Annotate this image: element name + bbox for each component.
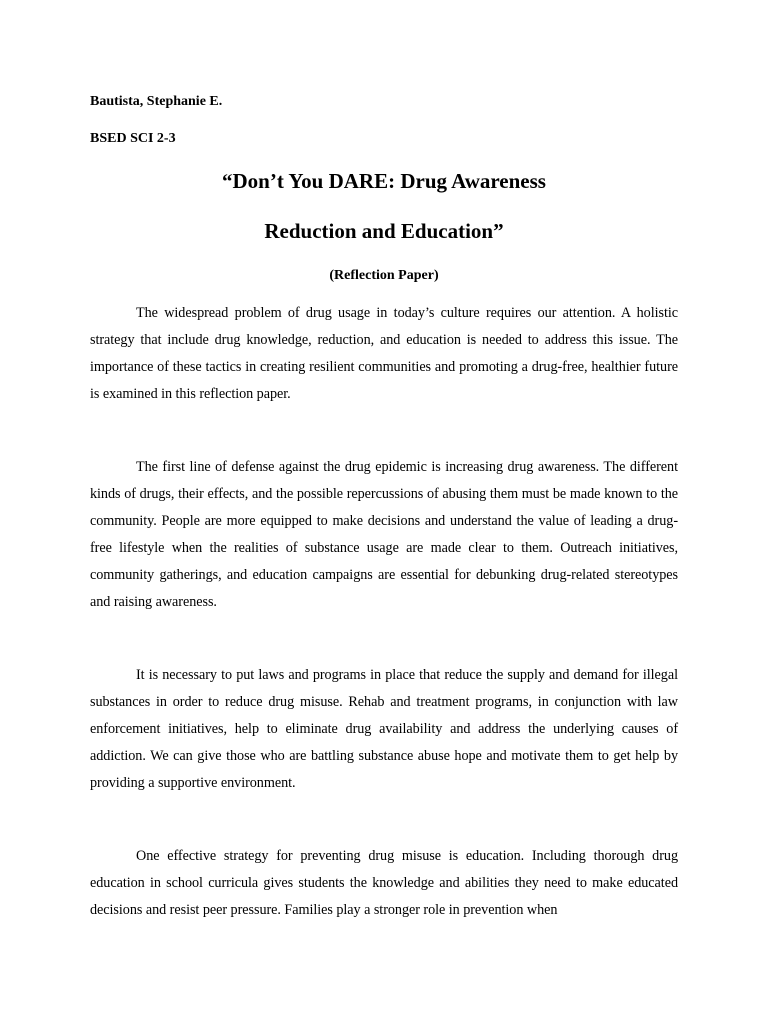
paragraph-introduction: The widespread problem of drug usage in today’s culture requires our attention. A holistic strategy that include drug knowledge, reduction, and education is needed to address this issue. The importance of these tactics in creating resilient communities and promoting a drug-free, healthier future is examined in this reflection paper. xyxy=(90,305,678,402)
document-title-line-2: Reduction and Education” xyxy=(264,219,504,243)
class-section: BSED SCI 2-3 xyxy=(90,131,176,146)
paragraph-awareness: The first line of defense against the drug epidemic is increasing drug awareness. The different kinds of drugs, their effects, and the possible repercussions of abusing them must be made known to the community. People are more equipped to make decisions and understand the value of leading a drug-free lifestyle when the realities of substance usage are made clear to them. Outreach initiatives, community gatherings, and education campaigns are essential for debunking drug-related stereotypes and raising awareness. xyxy=(90,459,678,610)
paragraph-reduction: It is necessary to put laws and programs in place that reduce the supply and demand for illegal substances in order to reduce drug misuse. Rehab and treatment programs, in conjunction with law enforcement initiatives, help to eliminate drug availability and address the underlying causes of addiction. We can give those who are battling substance abuse hope and motivate them to get help by providing a supportive environment. xyxy=(90,667,678,791)
document-subtitle: (Reflection Paper) xyxy=(329,268,439,283)
document-title-line-1: “Don’t You DARE: Drug Awareness xyxy=(222,169,546,193)
paragraph-education: One effective strategy for preventing drug misuse is education. Including thorough drug education in school curricula gives students the knowledge and abilities they need to make educated decisions and resist peer pressure. Families play a stronger role in prevention when xyxy=(90,848,678,918)
author-name: Bautista, Stephanie E. xyxy=(90,94,223,109)
